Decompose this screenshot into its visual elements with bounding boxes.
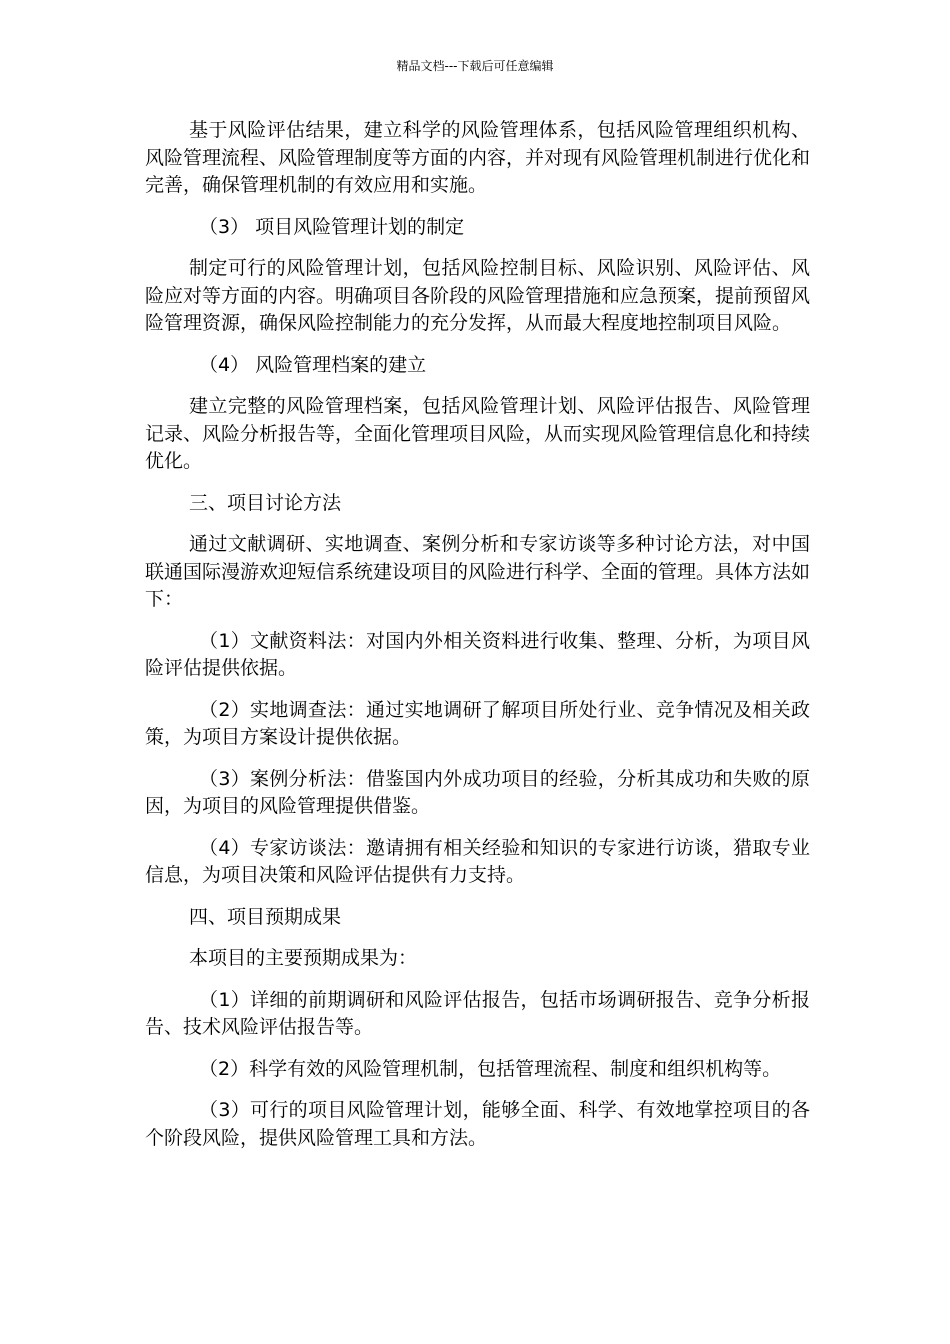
- heading-risk-archive: （4） 风险管理档案的建立: [199, 353, 427, 376]
- list-item-case-analysis-method: （3）案例分析法：借鉴国内外成功项目的经验，分析其成功和失败的原因，为项目的风险管理提供借鉴。: [145, 767, 810, 817]
- list-item-field-survey-method: （2）实地调查法：通过实地调研了解项目所处行业、竞争情况及相关政策，为项目方案设计提供依据。: [145, 698, 810, 748]
- paragraph-methods-intro: 通过文献调研、实地调查、案例分析和专家访谈等多种讨论方法，对中国联通国际漫游欢迎短信系统建设项目的风险进行科学、全面的管理。具体方法如下：: [145, 533, 811, 610]
- paragraph-risk-system: 基于风险评估结果，建立科学的风险管理体系，包括风险管理组织机构、风险管理流程、风险管理制度等方面的内容，并对现有风险管理机制进行优化和完善，确保管理机制的有效应用和实施。: [145, 119, 811, 196]
- paragraph-risk-plan: 制定可行的风险管理计划，包括风险控制目标、风险识别、风险评估、风险应对等方面的内容。明确项目各阶段的风险管理措施和应急预案，提前预留风险管理资源，确保风险控制能力的充分发挥，从而最大程度地控制项目风险。: [145, 257, 811, 334]
- paragraph-results-intro: 本项目的主要预期成果为：: [189, 947, 418, 969]
- list-item-literature-method: （1）文献资料法：对国内外相关资料进行收集、整理、分析，为项目风险评估提供依据。: [145, 629, 810, 679]
- section-title-expected-results: 四、项目预期成果: [189, 905, 342, 928]
- list-item-result-plan: （3）可行的项目风险管理计划，能够全面、科学、有效地掌控项目的各个阶段风险，提供风险管理工具和方法。: [145, 1099, 810, 1149]
- list-item-result-mechanism: （2）科学有效的风险管理机制，包括管理流程、制度和组织机构等。: [199, 1057, 782, 1080]
- heading-risk-plan: （3） 项目风险管理计划的制定: [199, 215, 465, 238]
- list-item-expert-interview-method: （4）专家访谈法：邀请拥有相关经验和知识的专家进行访谈，猎取专业信息，为项目决策和风险评估提供有力支持。: [145, 836, 810, 886]
- section-title-methods: 三、项目讨论方法: [189, 491, 342, 514]
- paragraph-risk-archive: 建立完整的风险管理档案，包括风险管理计划、风险评估报告、风险管理记录、风险分析报告等，全面化管理项目风险，从而实现风险管理信息化和持续优化。: [145, 395, 811, 472]
- list-item-result-report: （1）详细的前期调研和风险评估报告，包括市场调研报告、竞争分析报告、技术风险评估报告等。: [145, 988, 810, 1038]
- page-header: 精品文档---下载后可任意编辑: [396, 59, 554, 73]
- document-body: [145, 117, 810, 1166]
